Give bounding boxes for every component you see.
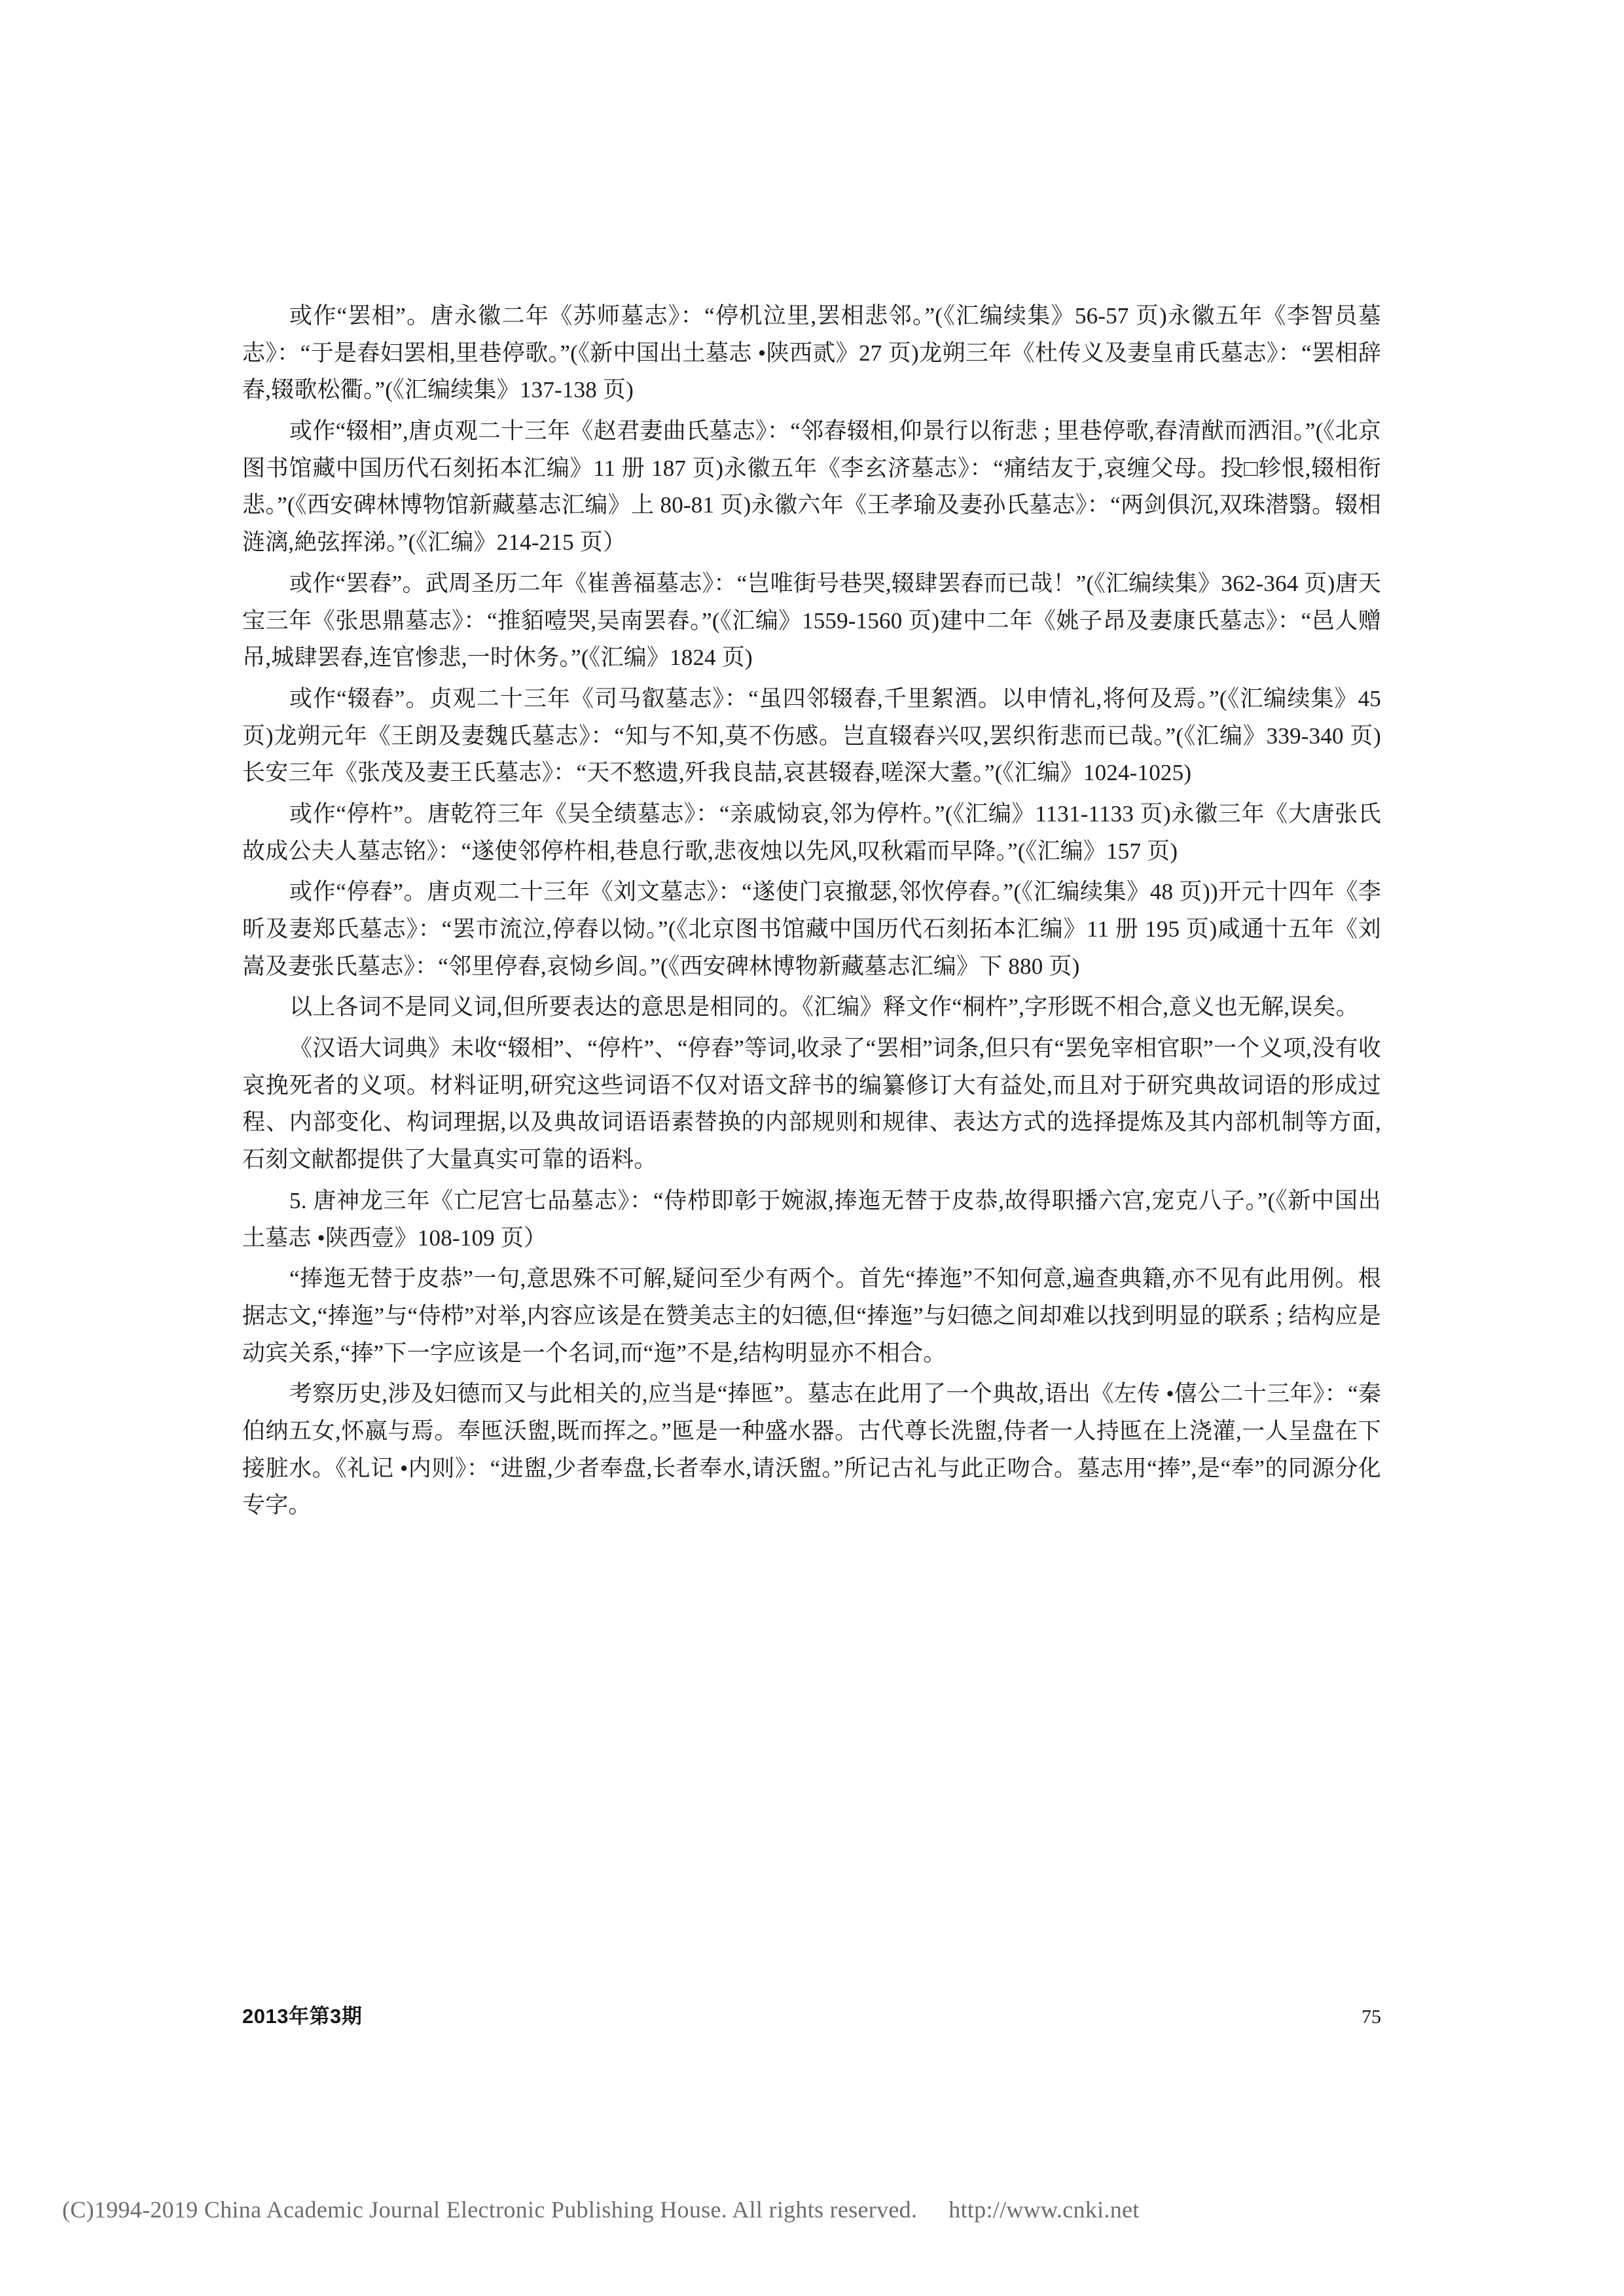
cnki-url: http://www.cnki.net — [948, 2197, 1140, 2223]
paragraph: 《汉语大词典》未收“辍相”、“停杵”、“停舂”等词,收录了“罢相”词条,但只有“罢免宰相官职”一个义项,没有收哀挽死者的义项。材料证明,研究这些词语不仅对语文辞书的编纂修订大有益处,而且对于研究典故词语的形成过程、内部变化、构词理据,以及典故词语语素替换的内部规则和规律、表达方式的选择提炼及其内部机制等方面,石刻文献都提供了大量真实可靠的语料。 — [242, 1035, 1381, 1173]
issue-label: 2013年第3期 — [242, 2005, 363, 2028]
copyright-text: (C)1994-2019 China Academic Journal Electronic Publishing House. All rights reserved. — [62, 2197, 918, 2223]
page-number: 75 — [1362, 2006, 1381, 2028]
paragraph: 或作“辍相”,唐贞观二十三年《赵君妻曲氏墓志》：“邻舂辍相,仰景行以衔悲 ; 里巷停歌,舂清猷而洒泪。”(《北京图书馆藏中国历代石刻拓本汇编》11 册 187 页)永徽五年《李玄济墓志》：“痛结友于,哀缠父母。投□轸恨,辍相衔悲。”(《西安碑林博物馆新藏墓志汇编》上 80-81 页)永徽六年《王孝瑜及妻孙氏墓志》：“两剑俱沉,双珠潜翳。辍相涟漓,絶弦挥涕。”(《汇编》214-215 页） — [242, 418, 1381, 556]
page-footer — [242, 2000, 1381, 2029]
paragraph: 或作“辍舂”。贞观二十三年《司马叡墓志》：“虽四邻辍舂,千里絮酒。以申情礼,将何及焉。”(《汇编续集》45 页)龙朔元年《王朗及妻魏氏墓志》：“知与不知,莫不伤感。岂直辍舂兴叹,罢织衔悲而已哉。”(《汇编》339-340 页)长安三年《张茂及妻王氏墓志》：“天不憗遗,歼我良喆,哀甚辍舂,嗟深大耋。”(《汇编》1024-1025) — [242, 685, 1381, 786]
paragraph: 或作“停舂”。唐贞观二十三年《刘文墓志》：“遂使门哀撤瑟,邻忺停舂。”(《汇编续集》48 页))开元十四年《李昕及妻郑氏墓志》：“罢市流泣,停舂以恸。”(《北京图书馆藏中国历代石刻拓本汇编》11 册 195 页)咸通十五年《刘嵩及妻张氏墓志》：“邻里停舂,哀恸乡闾。”(《西安碑林博物新藏墓志汇编》下 880 页) — [242, 879, 1381, 979]
paragraph: “捧迤无替于皮恭”一句,意思殊不可解,疑问至少有两个。首先“捧迤”不知何意,遍查典籍,亦不见有此用例。根据志文,“捧迤”与“侍栉”对举,内容应该是在赞美志主的妇德,但“捧迤”与妇德之间却难以找到明显的联系 ; 结构应是动宾关系,“捧”下一字应该是一个名词,而“迤”不是,结构明显亦不相合。 — [242, 1266, 1381, 1366]
article-body — [242, 298, 1381, 1528]
paragraph: 或作“停杵”。唐乾符三年《吴全绩墓志》：“亲戚恸哀,邻为停杵。”(《汇编》1131-1133 页)永徽三年《大唐张氏故成公夫人墓志铭》：“遂使邻停杵相,巷息行歌,悲夜烛以先风,叹秋霜而早降。”(《汇编》157 页) — [242, 800, 1381, 864]
numbered-item-paragraph: 5. 唐神龙三年《亡尼宫七品墓志》：“侍栉即彰于婉淑,捧迤无替于皮恭,故得职播六宫,宠克八子。”(《新中国出土墓志 •陕西壹》108-109 页） — [242, 1187, 1381, 1251]
paragraph: 或作“罢舂”。武周圣历二年《崔善福墓志》：“岂唯街号巷哭,辍肆罢舂而已哉！”(《汇编续集》362-364 页)唐天宝三年《张思鼎墓志》：“推貊噎哭,吴南罢舂。”(《汇编》1559-1560 页)建中二年《姚子昂及妻康氏墓志》：“邑人赠吊,城肆罢舂,连官惨悲,一时休务。”(《汇编》1824 页) — [242, 570, 1381, 671]
paragraph: 以上各词不是同义词,但所要表达的意思是相同的。《汇编》释文作“桐杵”,字形既不相合,意义也无解,误矣。 — [289, 994, 1359, 1020]
paragraph: 或作“罢相”。唐永徽二年《苏师墓志》：“停机泣里,罢相悲邻。”(《汇编续集》56-57 页)永徽五年《李智员墓志》：“于是舂妇罢相,里巷停歌。”(《新中国出土墓志 •陕西贰》27 页)龙朔三年《杜传义及妻皇甫氏墓志》：“罢相辞舂,辍歌松衢。”(《汇编续集》137-138 页) — [242, 303, 1381, 403]
copyright-notice — [62, 2196, 1561, 2223]
paragraph: 考察历史,涉及妇德而又与此相关的,应当是“捧匜”。墓志在此用了一个典故,语出《左传 •僖公二十三年》：“秦伯纳五女,怀嬴与焉。奉匜沃盥,既而挥之。”匜是一种盛水器。古代尊长洗盥,侍者一人持匜在上浇灌,一人呈盘在下接脏水。《礼记 •内则》：“进盥,少者奉盘,长者奉水,请沃盥。”所记古礼与此正吻合。墓志用“捧”,是“奉”的同源分化专字。 — [242, 1381, 1381, 1518]
